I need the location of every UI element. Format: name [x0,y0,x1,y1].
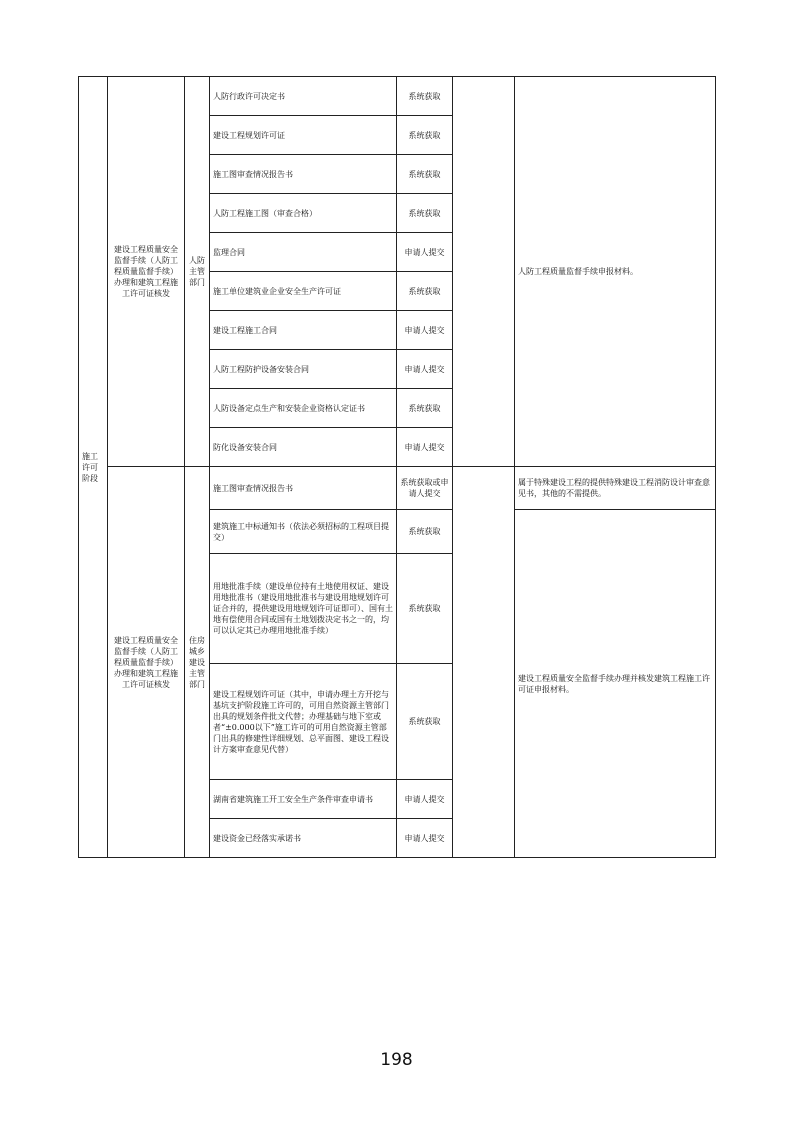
source-cell: 申请人提交 [397,233,453,272]
material-cell: 人防工程防护设备安装合同 [210,350,397,389]
source-cell: 系统获取 [397,272,453,311]
material-cell: 建筑施工中标通知书（依法必须招标的工程项目提交） [210,510,397,554]
source-cell: 系统获取 [397,155,453,194]
source-cell: 申请人提交 [397,780,453,819]
materials-table [78,76,716,858]
dept-cell: 人防主管部门 [185,77,210,467]
source-cell: 系统获取 [397,77,453,116]
material-cell: 人防设备定点生产和安装企业资格认定证书 [210,389,397,428]
note-cell: 人防工程质量监督手续申报材料。 [515,77,716,467]
note-cell: 建设工程质量安全监督手续办理并核发建筑工程施工许可证申报材料。 [515,510,716,858]
source-cell: 系统获取 [397,389,453,428]
process-cell: 建设工程质量安全监督手续（人防工程质量监督手续）办理和建筑工程施工许可证核发 [108,77,185,467]
material-cell: 监理合同 [210,233,397,272]
table-row [79,467,716,510]
source-cell: 系统获取 [397,664,453,780]
page-number: 198 [380,1050,413,1070]
material-cell: 建设资金已经落实承诺书 [210,819,397,858]
source-cell: 申请人提交 [397,311,453,350]
source-cell: 系统获取 [397,554,453,664]
stage-cell: 施工许可阶段 [79,77,108,858]
source-cell: 申请人提交 [397,350,453,389]
source-cell: 申请人提交 [397,428,453,467]
blank-cell [453,467,515,858]
material-cell: 用地批准手续（建设单位持有土地使用权证、建设用地批准书（建设用地批准书与建设用地规划许可证合并的，提供建设用地规划许可证即可）、国有土地有偿使用合同或国有土地划拨决定书之一的，均可以认定其已办理用地批准手续） [210,554,397,664]
note-cell: 属于特殊建设工程的提供特殊建设工程消防设计审查意见书，其他的不需提供。 [515,467,716,510]
source-cell: 系统获取 [397,116,453,155]
table-row [79,77,716,116]
source-cell: 系统获取 [397,510,453,554]
material-cell: 防化设备安装合同 [210,428,397,467]
source-cell: 系统获取 [397,194,453,233]
process-cell: 建设工程质量安全监督手续（人防工程质量监督手续）办理和建筑工程施工许可证核发 [108,467,185,858]
material-cell: 施工单位建筑业企业安全生产许可证 [210,272,397,311]
material-cell: 建设工程规划许可证（其中，申请办理土方开挖与基坑支护阶段施工许可的，可用自然资源主管部门出具的规划条件批文代替；办理基础与地下室或者“±0.000以下”施工许可的可用自然资源主管部门出具的修建性详细规划、总平面图、建设工程设计方案审查意见代替） [210,664,397,780]
material-cell: 施工图审查情况报告书 [210,467,397,510]
blank-cell [453,77,515,467]
material-cell: 人防行政许可决定书 [210,77,397,116]
material-cell: 湖南省建筑施工开工安全生产条件审查申请书 [210,780,397,819]
material-cell: 建设工程施工合同 [210,311,397,350]
material-cell: 人防工程施工图（审查合格） [210,194,397,233]
dept-cell: 住房城乡建设主管部门 [185,467,210,858]
material-cell: 施工图审查情况报告书 [210,155,397,194]
source-cell: 申请人提交 [397,819,453,858]
material-cell: 建设工程规划许可证 [210,116,397,155]
source-cell: 系统获取或申请人提交 [397,467,453,510]
